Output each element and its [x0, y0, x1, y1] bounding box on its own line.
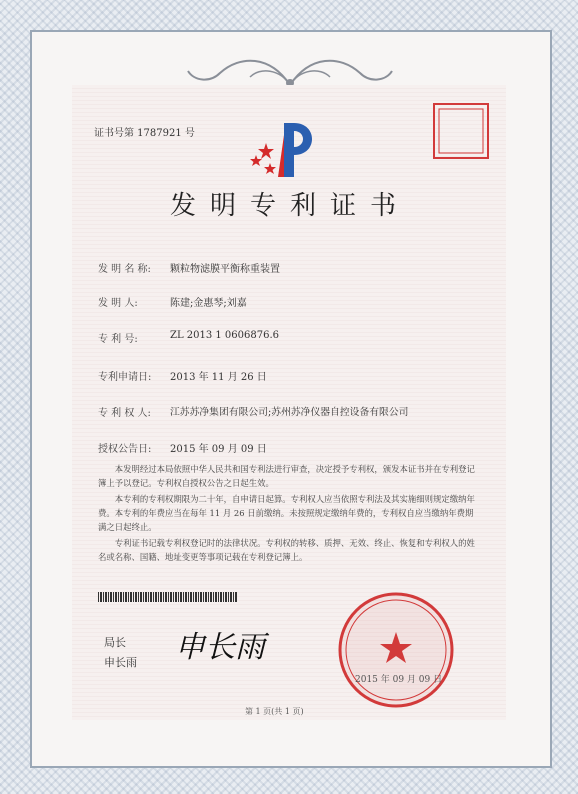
seal-date: 2015 年 09 月 09 日	[355, 675, 443, 685]
patentee-label: 专 利 权 人:	[98, 408, 151, 419]
page-footer: 第 1 页(共 1 页)	[245, 707, 304, 716]
invention-name: 颗粒物滤膜平衡称重装置	[170, 264, 280, 275]
patent-number-label: 专 利 号:	[98, 334, 138, 345]
body-paragraph: 本专利的专利权期限为二十年，自申请日起算。专利权人应当依照专利法及其实施细则规定缴纳年费。本专利的年费应当在每年 11 月 26 日前缴纳。未按照规定缴纳年费的，专利权自应当缴纳年费期满之日起终止。	[98, 494, 475, 532]
inventor-label: 发 明 人:	[98, 298, 138, 309]
inventor-value: 陈建;金惠琴;刘嘉	[170, 298, 247, 309]
invention-name-label: 发 明 名 称:	[98, 264, 151, 275]
certificate-title: 发明专利证书	[170, 191, 411, 221]
grant-date-label: 授权公告日:	[98, 444, 152, 455]
application-date: 2013 年 11 月 26 日	[170, 372, 267, 383]
patentee-value: 江苏苏净集团有限公司;苏州苏净仪器自控设备有限公司	[170, 407, 409, 418]
body-paragraph: 本发明经过本局依照中华人民共和国专利法进行审查，决定授予专利权，颁发本证书并在专利登记簿上予以登记。专利权自授权公告之日起生效。	[98, 464, 475, 488]
grant-date: 2015 年 09 月 09 日	[170, 444, 267, 455]
director-name: 申长雨	[104, 656, 137, 669]
official-seal-icon	[336, 590, 456, 710]
certificate-number: 证书号第 1787921 号	[94, 128, 195, 139]
application-date-label: 专利申请日:	[98, 372, 152, 383]
patent-number: ZL 2013 1 0606876.6	[170, 330, 280, 341]
agency-stamp-icon	[426, 96, 496, 166]
body-paragraph: 专利证书记载专利权登记时的法律状况。专利权的转移、质押、无效、终止、恢复和专利权人的姓名或名称、国籍、地址变更等事项记载在专利登记簿上。	[98, 538, 475, 562]
director-signature: 申长雨	[175, 630, 265, 665]
cnipa-logo-icon	[248, 115, 318, 185]
director-title: 局长	[104, 636, 126, 649]
barcode	[98, 592, 238, 602]
